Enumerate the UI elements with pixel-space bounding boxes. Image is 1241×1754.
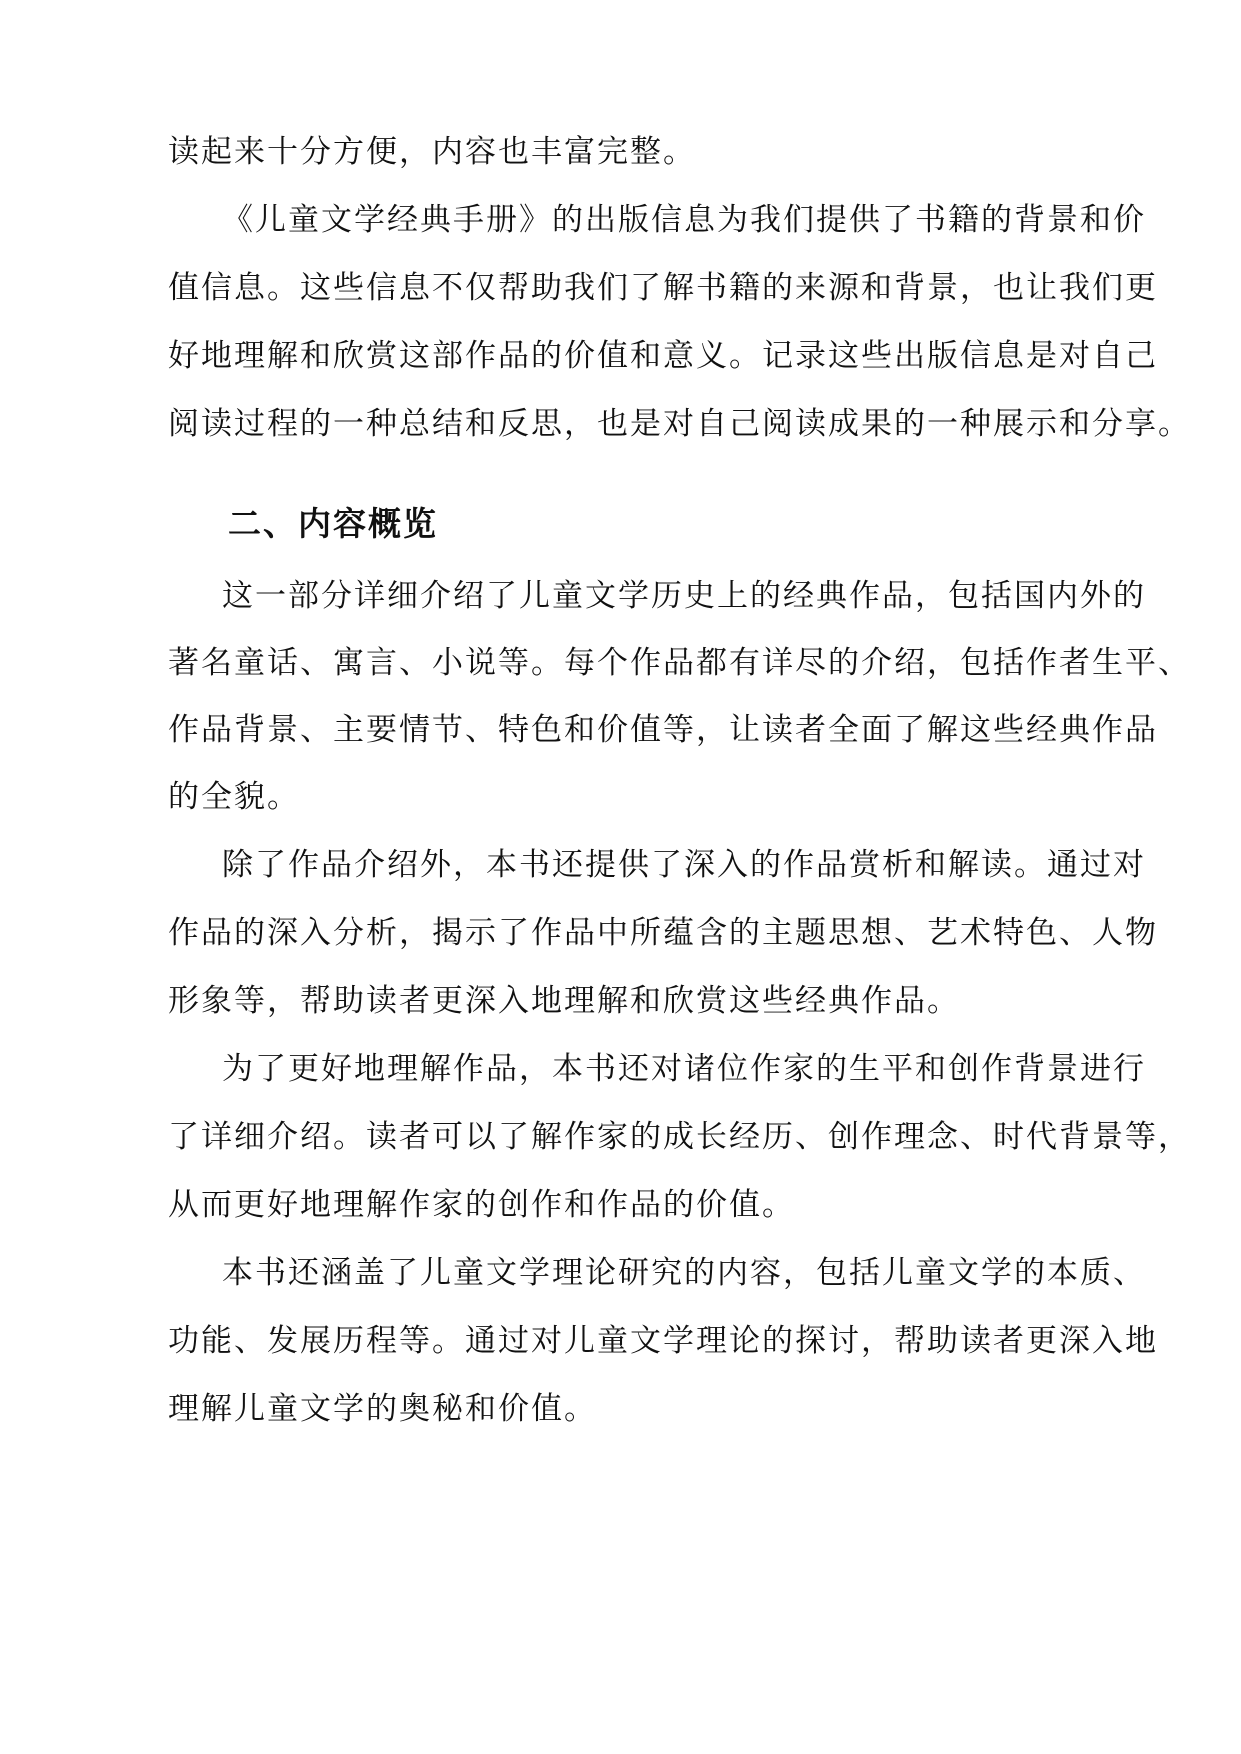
- section-heading: 二、内容概览: [228, 504, 438, 543]
- paragraph-line: 形象等，帮助读者更深入地理解和欣赏这些经典作品。: [168, 983, 960, 1019]
- paragraph-line: 的全貌。: [168, 779, 300, 815]
- paragraph-line: 功能、发展历程等。通过对儿童文学理论的探讨，帮助读者更深入地: [168, 1323, 1158, 1359]
- paragraph-line: 《儿童文学经典手册》的出版信息为我们提供了书籍的背景和价: [222, 202, 1146, 238]
- paragraph-line: 为了更好地理解作品，本书还对诸位作家的生平和创作背景进行: [222, 1051, 1146, 1087]
- paragraph-line: 这一部分详细介绍了儿童文学历史上的经典作品，包括国内外的: [222, 578, 1146, 614]
- paragraph-line: 理解儿童文学的奥秘和价值。: [168, 1391, 597, 1427]
- paragraph-line: 本书还涵盖了儿童文学理论研究的内容，包括儿童文学的本质、: [222, 1255, 1146, 1291]
- paragraph-line: 了详细介绍。读者可以了解作家的成长经历、创作理念、时代背景等，: [168, 1119, 1191, 1155]
- paragraph-line: 著名童话、寓言、小说等。每个作品都有详尽的介绍，包括作者生平、: [168, 645, 1191, 681]
- paragraph-line: 除了作品介绍外，本书还提供了深入的作品赏析和解读。通过对: [222, 847, 1146, 883]
- paragraph-line: 作品背景、主要情节、特色和价值等，让读者全面了解这些经典作品: [168, 712, 1158, 748]
- paragraph-line: 作品的深入分析，揭示了作品中所蕴含的主题思想、艺术特色、人物: [168, 915, 1158, 951]
- paragraph-line: 阅读过程的一种总结和反思，也是对自己阅读成果的一种展示和分享。: [168, 406, 1191, 442]
- paragraph-line: 从而更好地理解作家的创作和作品的价值。: [168, 1187, 795, 1223]
- paragraph-line: 值信息。这些信息不仅帮助我们了解书籍的来源和背景，也让我们更: [168, 270, 1158, 306]
- paragraph-line: 好地理解和欣赏这部作品的价值和意义。记录这些出版信息是对自己: [168, 338, 1158, 374]
- paragraph-line: 读起来十分方便，内容也丰富完整。: [168, 134, 696, 170]
